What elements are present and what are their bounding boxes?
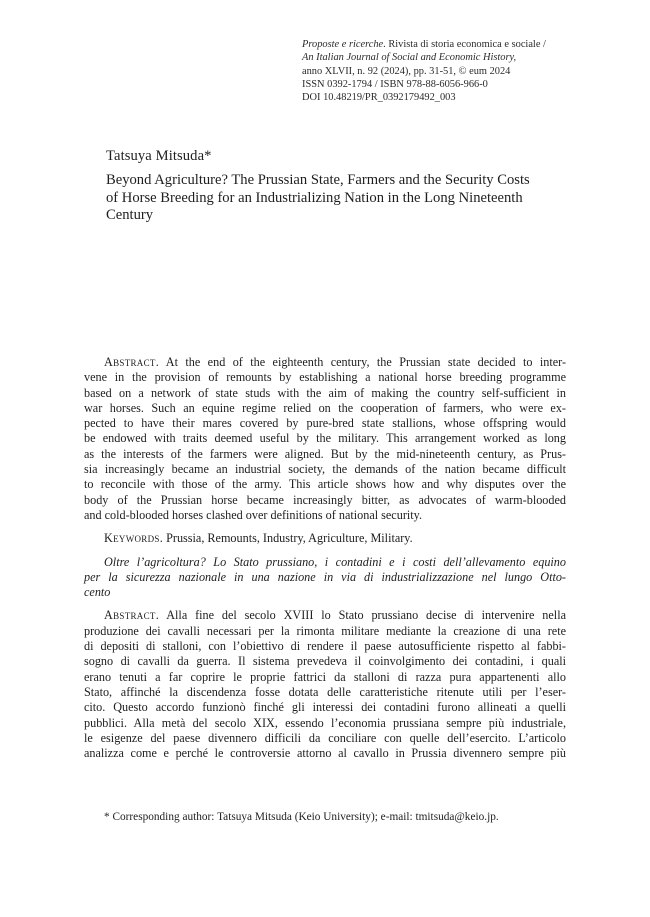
italian-title	[84, 555, 566, 601]
author-name: Tatsuya Mitsuda*	[106, 148, 212, 164]
abstract-line: pected to have their mares covered by pure-bred state stallions, whose offspring would	[84, 416, 566, 431]
keywords	[84, 531, 566, 546]
abstract-line: and cold-blooded horses clashed over definitions of national security.	[84, 507, 422, 522]
header-line-5: DOI 10.48219/PR_0392179492_003	[302, 92, 456, 104]
abstract-line: to reconcile with those of the army. This article shows how and why disputes over the	[84, 477, 566, 492]
abstract-line: erano tenuti a far coprire le proprie fattrici da stalloni di razza pura appartenenti allo	[84, 669, 566, 684]
journal-subtitle: . Rivista di storia economica e sociale /	[383, 39, 546, 50]
header-line-2: An Italian Journal of Social and Economic History,	[302, 52, 517, 64]
keywords-line	[84, 531, 566, 546]
abstract-line: Stato, affinché la discendenza fosse dotata delle caratteristiche ritenute utili per l’eser-	[84, 684, 566, 699]
title-line: Century	[106, 207, 154, 224]
title-line: of Horse Breeding for an Industrializing Nation in the Long Nineteenth	[106, 189, 523, 206]
abstract-line: be endowed with traits deemed useful by the military. This arrangement worked as long	[84, 431, 566, 446]
abstract-line: vene in the provision of remounts by establishing a national horse breeding programme	[84, 370, 566, 385]
abstract-line: Abstract. At the end of the eighteenth century, the Prussian state decided to inter-	[104, 355, 566, 369]
header-line-3: anno XLVII, n. 92 (2024), pp. 31-51, © eum 2024	[302, 65, 511, 77]
italian-title-line: per la sicurezza nazionale in una nazione in via di industrializzazione nel lungo Otto-	[84, 569, 566, 584]
italian-abstract	[84, 608, 566, 761]
abstract-line: cito. Questo accordo funzionò finché gli interessi dei contadini furono allineati a quelli	[84, 700, 566, 715]
abstract-label: Abstract.	[104, 608, 160, 623]
italian-title-line: Oltre l’agricoltura? Lo Stato prussiano, i contadini e i costi dell’allevamento equino	[104, 554, 566, 569]
abstract-line: di depositi di stalloni, con l’obiettivo di rendere il paese autosufficiente rispetto al fabbi-	[84, 639, 566, 654]
journal-header	[302, 38, 602, 104]
abstract-line: Abstract. Alla fine del secolo XVIII lo Stato prussiano decise di intervenire nella	[104, 608, 566, 623]
abstract-line: body of the Prussian horse became increasingly bitter, as advocates of warm-blooded	[84, 492, 566, 507]
keywords-label: Keywords.	[104, 531, 164, 546]
abstract-line: sia increasingly became an industrial society, the demands of the nation became difficult	[84, 462, 566, 477]
abstract-line: sogno di cavalli da guerra. Il sistema prevedeva il coinvolgimento dei contadini, i quali	[84, 654, 566, 669]
abstract-label: Abstract.	[104, 355, 160, 369]
keywords-text: Prussia, Remounts, Industry, Agriculture, Military.	[163, 531, 413, 546]
footnote: * Corresponding author: Tatsuya Mitsuda (Keio University); e-mail: tmitsuda@keio.jp.	[104, 811, 499, 823]
english-abstract	[84, 355, 566, 523]
abstract-line: le esigenze del paese divennero difficili da conciliare con quelle dell’esercito. L’articolo	[84, 730, 566, 745]
journal-name: Proposte e ricerche	[302, 39, 384, 50]
header-line-4: ISSN 0392-1794 / ISBN 978-88-6056-966-0	[302, 78, 488, 90]
abstract-line: war horses. Such an equine regime relied on the cooperation of farmers, who were ex-	[84, 400, 566, 415]
abstract-line: pubblici. Alla metà del secolo XIX, essendo l’economia prussiana sempre più industriale,	[84, 715, 566, 730]
title-line: Beyond Agriculture? The Prussian State, Farmers and the Security Costs	[106, 172, 530, 188]
abstract-line: analizza come e perché le controversie attorno al cavallo in Prussia divennero sempre più	[84, 746, 566, 761]
abstract-line: produzione dei cavalli necessari per la rimonta militare mediante la creazione di una rete	[84, 623, 566, 638]
header-line-1	[302, 38, 602, 51]
article-title	[106, 172, 576, 225]
article-body	[84, 355, 566, 761]
abstract-line: as the interests of the farmers were aligned. But by the mid-nineteenth century, as Prus-	[84, 446, 566, 461]
italian-title-line: cento	[84, 585, 111, 600]
abstract-line: based on a network of state studs with the aim of making the country self-sufficient in	[84, 385, 566, 400]
